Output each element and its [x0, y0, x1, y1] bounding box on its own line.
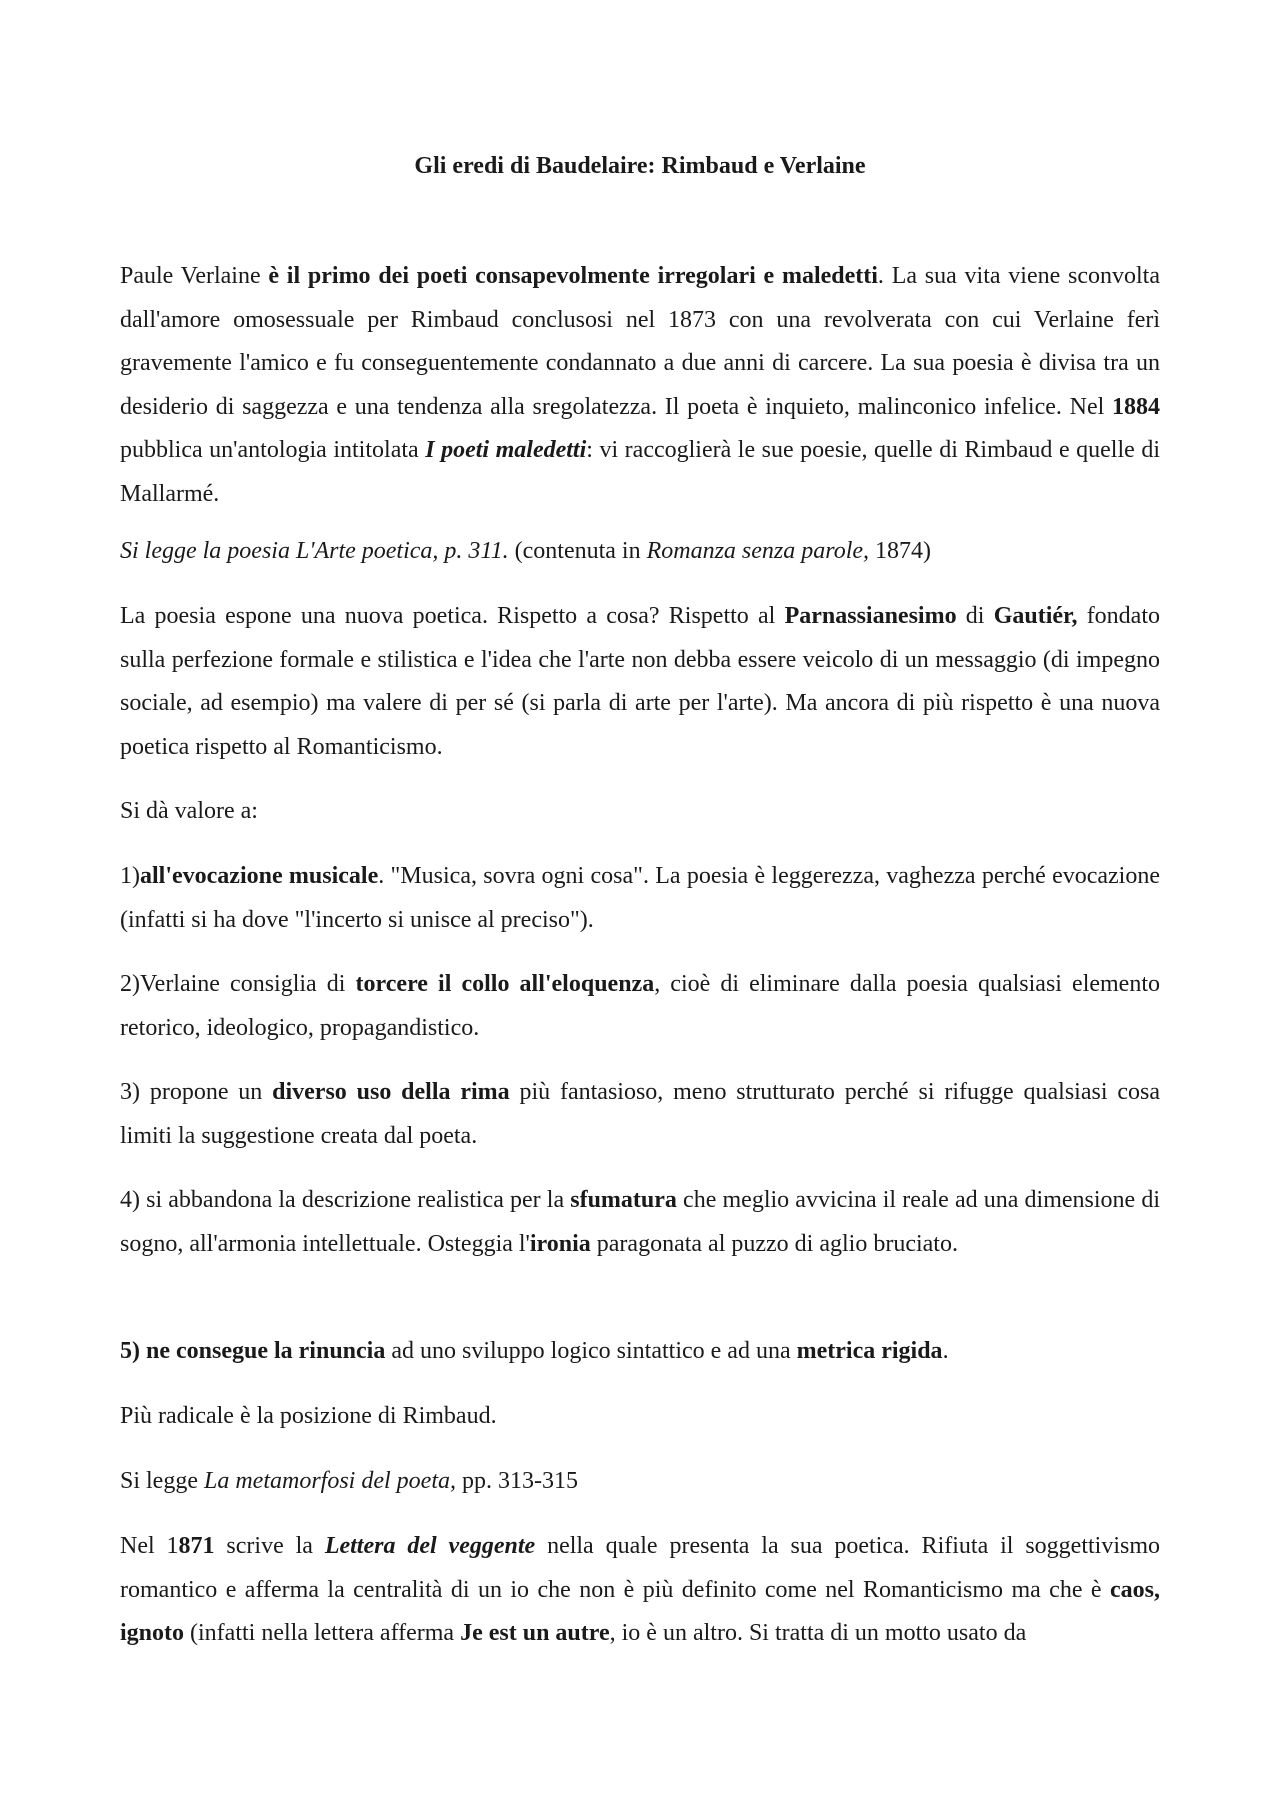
text-run: 3) propone un [120, 1079, 273, 1105]
text-run: : vi raccoglierà le sue poesie, quelle di Rimbaud e quelle di Mallarmé. [120, 437, 1160, 507]
bold-text: diverso uso della rima [272, 1079, 510, 1105]
text-run: , cioè di eliminare dalla poesia qualsiasi elemento retorico, ideologico, propagandistico. [120, 971, 1160, 1041]
paragraph-rimbaud [120, 1395, 1160, 1439]
list-item-3 [120, 1071, 1160, 1158]
text-run: fondato sulla perfezione formale e stilistica e l'idea che l'arte non debba essere veicolo di un messaggio (di impegno sociale, ad esempio) ma valere di per sé (si parla di arte per l'arte). Ma ancora di più rispetto è una nuova poetica rispetto al Romanticismo. [120, 603, 1160, 760]
text-run: 1874) [869, 538, 932, 564]
text-run: che meglio avvicina il reale ad una dimensione di sogno, all'armonia intellettuale. Osteggia l' [120, 1187, 1160, 1257]
bold-italic-text [325, 1533, 535, 1559]
text-run: ad uno sviluppo logico sintattico e ad una [385, 1338, 797, 1364]
book-title: I poeti maledetti [425, 437, 587, 463]
text-run: pubblica un'antologia intitolata [120, 437, 426, 463]
text-run: scrive la [214, 1533, 325, 1559]
bold-text: Je est un autre [460, 1620, 610, 1646]
text-run: . La sua vita viene sconvolta dall'amore omosessuale per Rimbaud conclusosi nel 1873 con una revolverata con cui Verlaine ferì gravemente l'amico e fu conseguentemente condannato a due anni di carcere. La sua poesia è divisa tra un desiderio di saggezza e una tendenza alla sregolatezza. Il poeta è inquieto, malinconico infelice. Nel [120, 263, 1160, 420]
bold-text: 5) ne consegue la rinuncia [120, 1338, 386, 1364]
paragraph-verlaine-intro [120, 255, 1160, 516]
bold-text: ironia [529, 1230, 591, 1257]
paragraph-values-intro [120, 790, 1160, 834]
text-run: nella quale presenta la sua poetica. Rifiuta il soggettivismo romantico e afferma la centralità di un io che non è più definito come nel Romanticismo ma che è [120, 1533, 1160, 1603]
text-run: Più radicale è la posizione di Rimbaud. [120, 1403, 497, 1429]
text-run: (contenuta in [508, 538, 647, 564]
text-run: paragonata al puzzo di aglio bruciato. [590, 1230, 958, 1257]
bold-text: torcere il collo all'eloquenza [355, 971, 655, 997]
text-run: Si legge [120, 1468, 204, 1494]
text-run: Nel 1 [120, 1533, 179, 1559]
text-run: di [956, 603, 994, 629]
list-item-5 [120, 1330, 1160, 1374]
paragraph-lettera-veggente [120, 1525, 1160, 1656]
text-run: Si dà valore a: [120, 798, 258, 824]
text-run: La poesia espone una nuova poetica. Rispetto a cosa? Rispetto al [120, 603, 785, 629]
italic-text: Si legge la poesia L'Arte poetica, p. 311. [120, 538, 509, 564]
italic-text: La metamorfosi del poeta, [204, 1468, 456, 1494]
text-run: 2)Verlaine consiglia di [120, 971, 356, 997]
bold-text: all'evocazione musicale [140, 863, 379, 889]
text-run: 1) [120, 863, 140, 889]
text-run: , io è un altro. Si tratta di un motto usato da [609, 1620, 1027, 1646]
list-item-2 [120, 963, 1160, 1050]
paragraph-reading-note-2 [120, 1460, 1160, 1504]
paragraph-new-poetics [120, 595, 1160, 769]
text-run: Paule Verlaine [120, 263, 269, 289]
paragraph-reading-note [120, 530, 1160, 574]
text-run: . "Musica, sovra ogni cosa". La poesia è leggerezza, vaghezza perché evocazione (infatti si ha dove "l'incerto si unisce al preciso"). [120, 863, 1160, 933]
bold-italic-text [425, 437, 586, 463]
text-run: più fantasioso, meno strutturato perché si rifugge qualsiasi cosa limiti la suggestione creata dal poeta. [120, 1079, 1160, 1149]
bold-text: caos, ignoto [120, 1576, 1160, 1646]
list-item-4 [120, 1179, 1160, 1266]
list-item-1 [120, 855, 1160, 942]
bold-text: è il primo dei poeti consapevolmente irregolari e maledetti [268, 263, 878, 289]
bold-text: Gautiér, [993, 603, 1078, 629]
bold-text: metrica rigida [796, 1338, 943, 1364]
text-run: pp. 313-315 [456, 1468, 578, 1494]
bold-text: 1884 [1112, 393, 1160, 420]
bold-text: 871 [178, 1533, 215, 1559]
work-title: Lettera del veggente [324, 1533, 536, 1559]
text-run: . [942, 1338, 949, 1364]
text-run: 4) si abbandona la descrizione realistica per la [120, 1187, 571, 1213]
bold-text: sfumatura [570, 1187, 677, 1213]
italic-text: Romanza senza parole, [646, 538, 870, 564]
page-title: Gli eredi di Baudelaire: Rimbaud e Verlaine [414, 153, 866, 179]
text-run: (infatti nella lettera afferma [184, 1620, 461, 1646]
bold-text: Parnassianesimo [784, 603, 957, 629]
